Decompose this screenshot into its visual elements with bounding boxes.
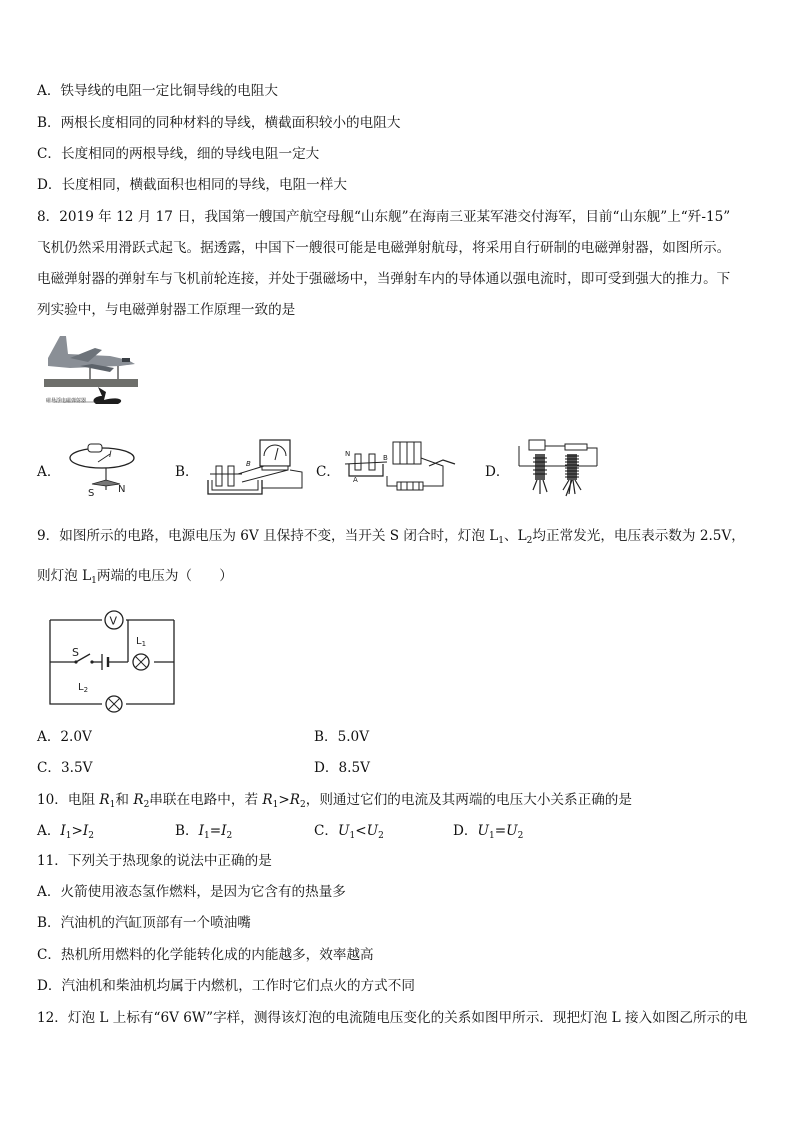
svg-text:V: V <box>109 614 118 628</box>
q8-option-a-figure <box>62 440 142 500</box>
q11-option-b: B．汽油机的汽缸顶部有一个喷油嘴 <box>37 915 251 931</box>
svg-text:N: N <box>345 450 351 458</box>
q10-option-a: A．$I_1>I_2$ <box>37 823 95 841</box>
svg-text:B: B <box>246 460 251 468</box>
svg-text:B: B <box>383 454 388 462</box>
lamp-l2-icon <box>78 682 122 712</box>
q8-catapult-figure <box>40 328 140 418</box>
switch-icon <box>72 646 94 664</box>
electromagnet-right-icon <box>563 454 581 496</box>
q8-option-d-figure <box>515 436 605 504</box>
q7-option-b: B．两根长度相同的同种材料的导线，横截面积较小的电阻大 <box>37 115 401 131</box>
q11-option-d: D．汽油机和柴油机均属于内燃机，工作时它们点火的方式不同 <box>37 978 415 994</box>
q9-stem-line-1: 9．如图所示的电路，电源电压为 6V 且保持不变，当开关 S 闭合时，灯泡 $L_1$、$L_2$均正常发光，电压表示数为 2.5V， <box>37 528 745 546</box>
q12-stem: 12．灯泡 L 上标有“6V 6W”字样，测得该灯泡的电流随电压变化的关系如图甲所示．现把灯泡 L 接入如图乙所示的电 <box>37 1010 748 1026</box>
q7-option-a: A．铁导线的电阻一定比铜导线的电阻大 <box>37 83 278 99</box>
q11-option-a: A．火箭使用液态氢作燃料，是因为它含有的热量多 <box>37 884 346 900</box>
jet-image <box>48 336 135 380</box>
q8-option-d-label: D． <box>485 464 510 480</box>
q8-option-c-figure <box>343 436 463 502</box>
q8-option-b-figure <box>202 436 307 500</box>
svg-text:L2: $L_2$ <box>78 682 89 694</box>
electromagnet-left-icon <box>533 454 547 494</box>
q9-option-b: B．5.0V <box>314 729 370 745</box>
q8-stem-line-1: 8．2019 年 12 月 17 日，我国第一艘国产航空母舰“山东舰”在海南三亚某军港交付海军，目前“山东舰”上“歼-15” <box>37 209 731 225</box>
q10-option-c: C．$U_1<U_2$ <box>314 823 384 841</box>
q10-option-d: D．$U_1=U_2$ <box>453 823 524 841</box>
q9-option-a: A．2.0V <box>37 729 92 745</box>
battery-icon <box>529 440 545 450</box>
svg-text:L1: $L_1$ <box>136 636 147 648</box>
svg-text:A: A <box>353 476 358 484</box>
battery-icon <box>88 444 102 452</box>
q10-stem: 10．电阻 $R_1$和 $R_2$串联在电路中，若 $R_1>R_2$，则通过它们的电流及其两端的电压大小关系正确的是 <box>37 792 632 810</box>
q10-option-b: B．$I_1=I_2$ <box>175 823 233 841</box>
svg-text:I: I <box>109 450 112 460</box>
deck-rail <box>44 379 138 387</box>
catapult-caption: 磁悬浮电磁弹射器 <box>46 398 87 404</box>
q9-stem-line-2: 则灯泡 $L_1$两端的电压为（ ） <box>37 568 233 586</box>
voltmeter-icon <box>105 611 123 629</box>
q8-option-c-label: C． <box>316 464 340 480</box>
battery-icon <box>102 654 108 670</box>
q7-option-d: D．长度相同，横截面积也相同的导线，电阻一样大 <box>37 177 347 193</box>
q8-option-a-label: A． <box>37 464 61 480</box>
lamp-l1-icon <box>133 636 149 670</box>
q9-option-c: C．3.5V <box>37 760 93 776</box>
q8-stem-line-2: 飞机仍然采用滑跃式起飞。据透露，中国下一艘很可能是电磁弹射航母，将采用自行研制的电磁弹射器，如图所示。 <box>37 240 731 256</box>
q8-option-b-label: B． <box>175 464 199 480</box>
q11-stem: 11．下列关于热现象的说法中正确的是 <box>37 853 272 869</box>
q9-option-d: D．8.5V <box>314 760 370 776</box>
compass-needle-icon <box>92 480 120 486</box>
catapult-car <box>94 387 122 404</box>
svg-text:N: N <box>118 484 126 495</box>
q8-stem-line-4: 列实验中，与电磁弹射器工作原理一致的是 <box>37 302 296 318</box>
svg-text:S: S <box>88 488 95 499</box>
q11-option-c: C．热机所用燃料的化学能转化成的内能越多，效率越高 <box>37 947 374 963</box>
q7-option-c: C．长度相同的两根导线，细的导线电阻一定大 <box>37 146 320 162</box>
svg-text:S: S <box>72 646 79 659</box>
q9-circuit-diagram <box>40 604 185 714</box>
q8-stem-line-3: 电磁弹射器的弹射车与飞机前轮连接，并处于强磁场中，当弹射车内的导体通以强电流时，即可受到强大的推力。下 <box>37 271 731 287</box>
